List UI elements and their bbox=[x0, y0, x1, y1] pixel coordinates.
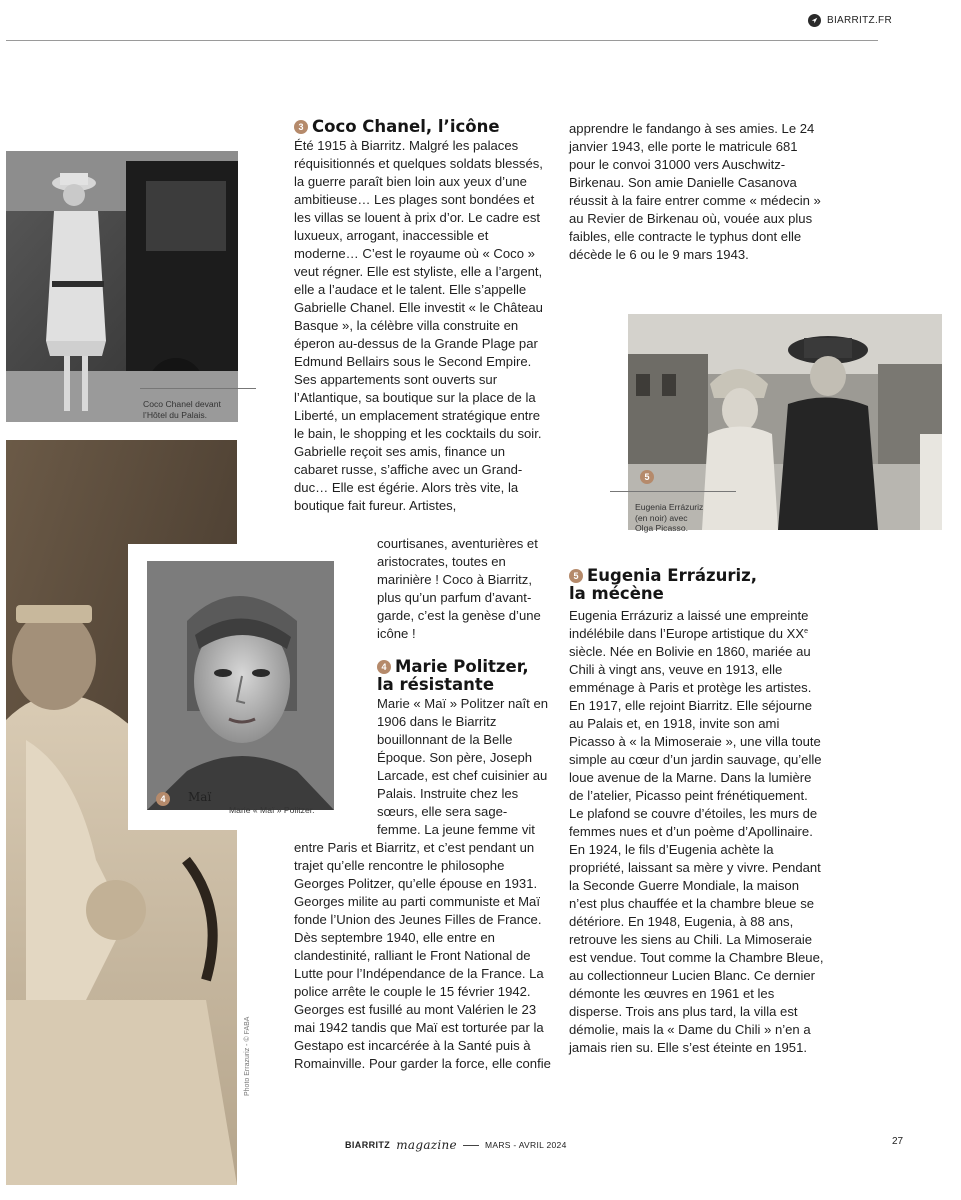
section-4-paragraph-continued: apprendre le fandango à ses amies. Le 24 janvier 1943, elle porte le matricule 681 pour le convoi 31000 vers Auschwitz-Birkenau. Son amie Danielle Casanova réussit à la faire entrer comme « médecin » au Revier de Birkenau où, vouée aux plus faibles, elle contracte le typhus dont elle décède le 6 ou le 9 mars 1943. bbox=[569, 121, 821, 262]
photo-errazuriz-olga-picasso bbox=[628, 314, 942, 530]
photo-inscription: Maï bbox=[188, 790, 212, 804]
section-5-paragraph bbox=[569, 607, 825, 1057]
section-3-title-text: Coco Chanel, l’icône bbox=[312, 117, 500, 136]
site-url[interactable]: BIARRITZ.FR bbox=[827, 15, 892, 26]
section-number-3: 3 bbox=[294, 120, 308, 134]
section-4-title-line1: Marie Politzer, bbox=[395, 657, 529, 676]
photo-caption-rule bbox=[140, 388, 256, 389]
section-5-text-rest: siècle. Née en Bolivie en 1860, mariée au Chili à vingt ans, veuve en 1913, elle emménage à Paris et protège les artistes. En 1917, elle rejoint Biarritz. Elle séjourne au Palais et, en 1918, invite son ami Picasso à « la Mimoseraie », une villa toute simple au cœur d’un jardin sauvage, qu’elle loue avenue de la Marne. Dans la lumière de l’atelier, Picasso peint frénétiquement. Le plafond se couvre d’étoiles, les murs de femmes nues et d’un poème d’Apollinaire. En 1924, le fils d’Eugenia achète la propriété, laissant sa mère y vivre. Pendant la Seconde Guerre Mondiale, la maison n’est plus chauffée et la chambre bleue se détériore. En 1948, Eugenia, à 88 ans, retrouve les siens au Chili. La Mimoseraie est vendue. Tout comme la Chambre Bleue, au collectionneur Lucien Blanc. Ce dernier démonte les œuvres en 1961 et les disperse. Trois ans plus tard, la villa est démolie, mais la « Dame du Chili » n’en a jamais rien su. Elle s’est éteinte en 1951. bbox=[569, 644, 824, 1055]
section-4-title bbox=[377, 658, 552, 694]
photo-caption-rule-5 bbox=[610, 491, 736, 492]
section-3-title bbox=[294, 118, 554, 136]
section-4-paragraph-intro: Marie « Maï » Politzer naît en 1906 dans le Biarritz bouillonnant de la Belle Époque. Son père, Joseph Larcade, est chef cuisinier au Palais. Instruite chez les sœurs, elle sera sage-femme. La jeune femme vit bbox=[377, 696, 549, 837]
photo-coco-chanel bbox=[6, 151, 238, 422]
caption-errazuriz: Eugenia Errázuriz (en noir) avec Olga Picasso. bbox=[635, 502, 704, 533]
caption-coco-chanel: Coco Chanel devant l’Hôtel du Palais. bbox=[143, 399, 221, 420]
section-number-4: 4 bbox=[377, 660, 391, 674]
location-pin-icon bbox=[808, 14, 821, 27]
section-4-paragraph: entre Paris et Biarritz, et c’est pendant un trajet qu’elle rencontre le philosophe Georges Politzer, qu’elle épouse en 1931. Georges milite au parti communiste et Maï fonde l’Union des Jeunes Filles de France. Dès septembre 1940, elle entre en clandestinité, ralliant le Front National de Lutte pour l’Indépendance de la France. La police arrête le couple le 15 février 1942. Georges est fusillé au mont Valérien le 23 mai 1942 tandis que Maï est torturée par la Gestapo est incarcérée à la Santé puis à Romainville. Pour garder la force, elle confie bbox=[294, 840, 551, 1071]
section-3-paragraph: Été 1915 à Biarritz. Malgré les palaces réquisitionnés et quelques soldats blessés, la guerre paraît bien loin aux yeux d’une ambitieuse… Les plages sont bondées et les villas se louent à prix d’or. Le cadre est luxueux, arrogant, inaccessible et moderne… C’est le royaume où « Coco » veut régner. Elle est styliste, elle a l’argent, elle a l’audace et le talent. Elle s’appelle Gabrielle Chanel. Elle investit « le Château Basque », la célèbre villa construite en éperon au-dessus de la Grande Plage par Edmund Bellairs sous le Second Empire. Ses appartements sont ouverts sur l’Atlantique, sa boutique sur la place de la Liberté, un emplacement stratégique entre le bain, le shopping et les cocktails du soir. Gabrielle reçoit ses amis, finance un cabaret russe, s’affiche avec un Grand-duc… Elle est égérie. Alors très vite, la boutique fait fureur. Artistes, bbox=[294, 138, 543, 513]
section-4-title-line2: la résistante bbox=[377, 675, 495, 694]
section-5-title-line1: Eugenia Errázuriz, bbox=[587, 566, 757, 585]
century-superscript: e bbox=[804, 628, 809, 635]
page-number: 27 bbox=[892, 1136, 904, 1147]
header-divider bbox=[6, 40, 878, 41]
photo-number-badge-4: 4 bbox=[156, 792, 170, 806]
footer-magazine: magazine bbox=[396, 1138, 457, 1152]
photo-credit: Photo Errazuriz - © FABA bbox=[244, 1016, 251, 1096]
section-5-text-start: Eugenia Errázuriz a laissé une empreinte indélébile dans l’Europe artistique du XX bbox=[569, 608, 809, 641]
section-number-5: 5 bbox=[569, 569, 583, 583]
section-5-title-line2: la mécène bbox=[569, 584, 664, 603]
section-3-paragraph-end: courtisanes, aventurières et aristocrates, toutes en marinière ! Coco à Biarritz, plus qu’un parfum d’avant-garde, c’est la genèse d’une icône ! bbox=[377, 536, 541, 641]
footer-issue: MARS - AVRIL 2024 bbox=[484, 1140, 567, 1150]
caption-marie-politzer: Marie « Maï » Politzer. bbox=[229, 805, 315, 815]
site-label[interactable] bbox=[808, 14, 892, 27]
footer bbox=[345, 1138, 567, 1152]
footer-dash bbox=[463, 1145, 479, 1146]
photo-marie-politzer bbox=[147, 561, 334, 810]
footer-brand: BIARRITZ bbox=[345, 1140, 391, 1150]
photo-number-badge-5: 5 bbox=[640, 470, 654, 484]
section-5-title bbox=[569, 567, 829, 603]
